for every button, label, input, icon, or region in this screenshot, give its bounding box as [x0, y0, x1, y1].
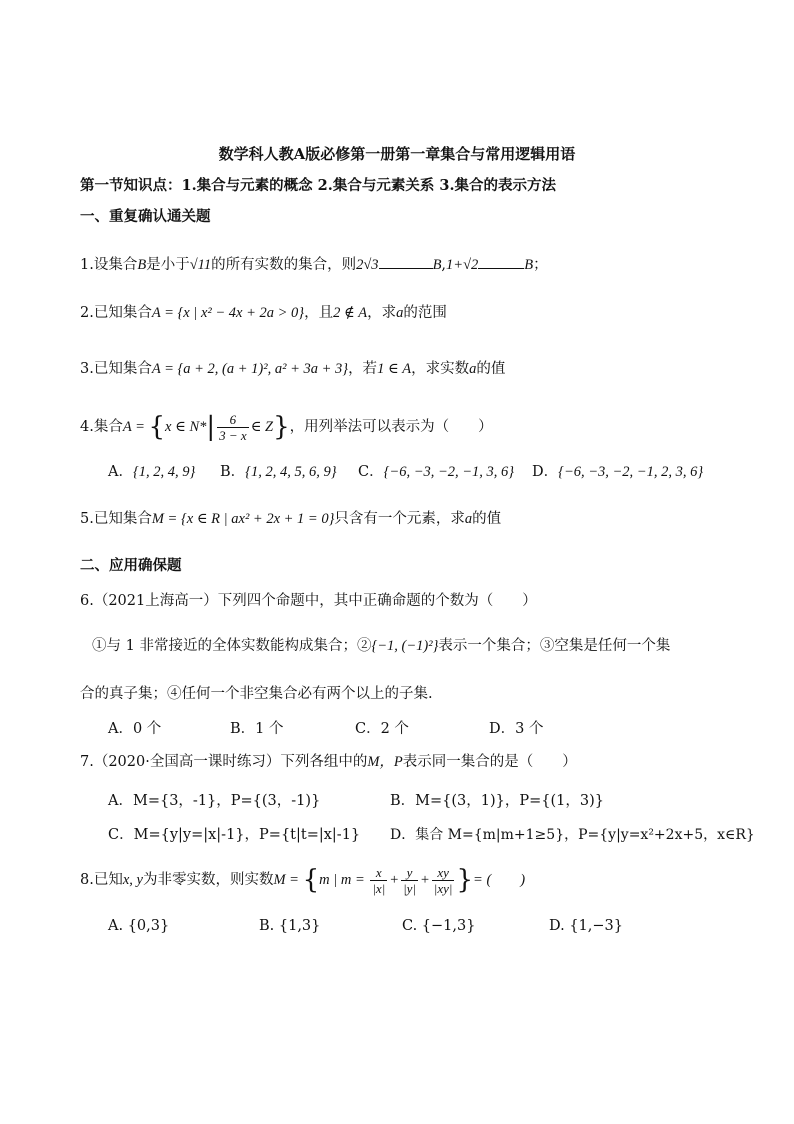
q4-lhs: A =: [122, 419, 149, 435]
q2-relation: 2 ∉ A: [333, 305, 368, 321]
q8-fraction-3: [432, 865, 455, 896]
q4-option-c-label: C．: [358, 464, 384, 480]
q1-prefix: 1.设集合: [80, 257, 138, 273]
q2-end2: 的范围: [403, 305, 447, 321]
q8-f1-den: |x|: [372, 880, 386, 896]
q3-end: ，求实数: [411, 361, 470, 377]
q7-stem-b: 表示同一集合的是（ ）: [402, 754, 577, 770]
q1-set-b3: B: [524, 257, 534, 273]
part1-heading: 一、重复确认通关题: [80, 208, 211, 225]
q4-prefix: 4.集合: [80, 419, 123, 435]
q7-option-b[interactable]: B．M={(3，1)}，P={(1，3)}: [390, 793, 604, 809]
q2-end: ，求: [367, 305, 397, 321]
q8-fraction-2: [401, 865, 418, 896]
q4-option-a[interactable]: [108, 462, 195, 482]
q7-stem-a: 7.（2020·全国高一课时练习）下列各组中的: [80, 754, 368, 770]
q6-option-a[interactable]: A．0 个: [108, 721, 162, 737]
q5-mid: 只含有一个元素，求: [334, 511, 465, 527]
q8-mid: 为非零实数，则实数: [142, 872, 274, 888]
q7-option-c[interactable]: C．M={y|y=|x|-1}，P={t|t=|x|-1}: [108, 827, 361, 843]
q7-option-d[interactable]: D．集合 M={m|m+1≥5}，P={y|y=x²+2x+5，x∈R}: [390, 827, 755, 843]
q6-line1-a: ①与 1 非常接近的全体实数能构成集合；②: [92, 638, 372, 654]
q8-xy: x, y: [122, 872, 143, 888]
q7-stem: [80, 752, 577, 772]
q1-end: ；: [533, 257, 548, 273]
q4-option-a-label: A．: [108, 464, 133, 480]
q6-option-c[interactable]: C．2 个: [355, 721, 409, 737]
q8-fraction-1: [370, 865, 387, 896]
document-title: 数学科人教A版必修第一册第一章集合与常用逻辑用语: [218, 145, 576, 163]
q8-option-b[interactable]: B. {1,3}: [259, 918, 321, 934]
q5-set: M = {x ∈ R | ax² + 2x + 1 = 0}: [151, 511, 335, 527]
q1-value1: 2√3: [356, 257, 379, 273]
question-1: [80, 254, 548, 275]
q3-mid: ，若: [348, 361, 378, 377]
q4-option-d[interactable]: [532, 462, 703, 482]
q8-option-d[interactable]: D. {1,−3}: [549, 918, 623, 934]
question-3: [80, 359, 505, 379]
q1-sep: ,: [441, 257, 447, 273]
section-heading: 第一节知识点：1.集合与元素的概念 2.集合与元素关系 3.集合的表示方法: [80, 177, 557, 194]
q1-blank-1[interactable]: [379, 254, 433, 269]
q1-sqrt11: √11: [189, 257, 212, 273]
q4-option-a-value: {1, 2, 4, 9}: [132, 464, 196, 480]
q8-f2-den: |y|: [403, 880, 416, 896]
question-5: [80, 509, 501, 529]
q6-option-d[interactable]: D．3 个: [489, 721, 544, 737]
q2-var-a: a: [396, 305, 404, 321]
q4-option-b[interactable]: [220, 462, 337, 482]
q6-set: {−1, (−1)²}: [371, 638, 439, 654]
q3-var-a: a: [469, 361, 477, 377]
q6-option-b[interactable]: B．1 个: [230, 721, 284, 737]
q1-set-b2: B: [432, 257, 442, 273]
q8-brace-open: {: [302, 865, 320, 895]
q1-value2: 1+√2: [446, 257, 479, 273]
q8-lhs: M =: [273, 872, 303, 888]
q8-m: m | m =: [319, 872, 369, 888]
question-4: [80, 405, 493, 449]
q5-var-a: a: [464, 511, 473, 527]
q1-blank-2[interactable]: [478, 254, 524, 269]
q7-option-a[interactable]: A．M={3，-1}，P={(3，-1)}: [108, 793, 321, 809]
question-8: 8.已知x, y为非零实数，则实数M = {m | m = $\frac{x}{|x|}$ + $\frac{y}{|y|}$ + $\frac{xy}{|xy|}$ }= ( ): [80, 864, 526, 896]
q4-denominator: 3 − x: [219, 427, 247, 443]
part2-heading: 二、应用确保题: [80, 557, 182, 574]
q3-end2: 的值: [476, 361, 506, 377]
q8-f1-num: x: [370, 865, 387, 881]
q3-set: A = {a + 2, (a + 1)², a² + 3a + 3}: [151, 361, 349, 377]
q3-prefix: 3.已知集合: [80, 361, 152, 377]
q8-f3-den: |xy|: [433, 880, 453, 896]
q6-stem: 6.（2021上海高一）下列四个命题中，其中正确命题的个数为（ ）: [80, 593, 537, 609]
q4-in-z: ∈ Z: [250, 419, 274, 435]
q8-option-a[interactable]: A. {0,3}: [108, 918, 170, 934]
q4-end: ，用列举法可以表示为（ ）: [289, 419, 493, 435]
q1-mid2: 的所有实数的集合，则: [211, 257, 357, 273]
q2-mid: ，且: [304, 305, 334, 321]
q8-option-c[interactable]: C. {−1,3}: [402, 918, 476, 934]
q1-mid: 是小于: [146, 257, 190, 273]
q4-fraction: [217, 412, 249, 443]
q8-f2-num: y: [401, 865, 418, 881]
q6-line1-b: 表示一个集合；③空集是任何一个集: [438, 638, 671, 654]
q5-prefix: 5.已知集合: [80, 511, 152, 527]
q6-line-1: [92, 636, 670, 656]
q2-set: A = {x | x² − 4x + 2a > 0}: [151, 305, 305, 321]
q4-option-c[interactable]: [358, 462, 514, 482]
q4-option-d-value: {−6, −3, −2, −1, 2, 3, 6}: [558, 464, 704, 480]
q4-option-b-label: B．: [220, 464, 246, 480]
q4-numerator: 6: [217, 412, 249, 428]
q1-set-b: B: [137, 257, 147, 273]
q6-line-2: 合的真子集；④任何一个非空集合必有两个以上的子集.: [80, 686, 433, 702]
q8-f3-num: xy: [432, 865, 455, 881]
q4-option-b-value: {1, 2, 4, 5, 6, 9}: [245, 464, 337, 480]
q4-option-c-value: {−6, −3, −2, −1, 3, 6}: [383, 464, 515, 480]
q2-prefix: 2.已知集合: [80, 305, 152, 321]
q5-end: 的值: [472, 511, 502, 527]
question-2: [80, 303, 447, 323]
q8-brace-close: }: [456, 865, 474, 895]
q4-option-d-label: D．: [532, 464, 559, 480]
q7-mp: M，P: [367, 754, 403, 770]
q4-brace-close: }: [273, 412, 290, 442]
q8-end: = ( ): [473, 872, 526, 888]
q8-prefix: 8.已知: [80, 872, 123, 888]
q4-brace-open: {: [148, 412, 166, 442]
q4-bar: |: [206, 412, 216, 442]
q3-relation: 1 ∈ A: [377, 361, 412, 377]
q4-x: x ∈ N*: [165, 419, 207, 435]
